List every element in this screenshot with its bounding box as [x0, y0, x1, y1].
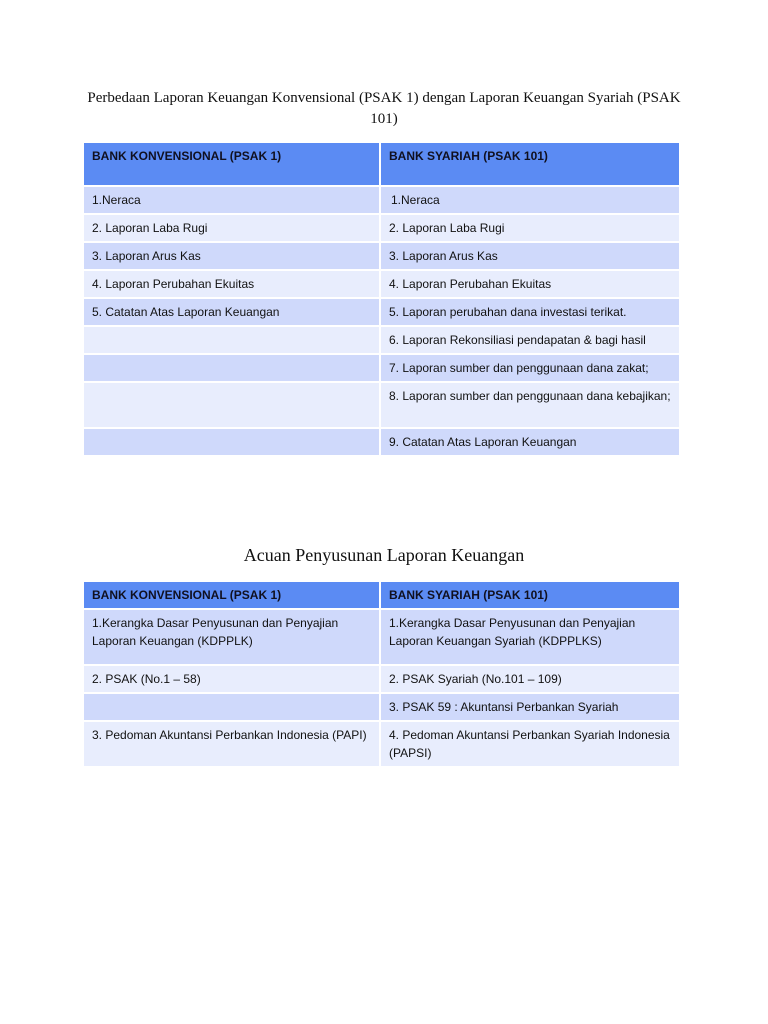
- table-row: [84, 610, 679, 664]
- table-row: [84, 429, 679, 455]
- table-cell-conventional: 3. Pedoman Akuntansi Perbankan Indonesia (PAPI): [84, 722, 379, 766]
- comparison-title: Perbedaan Laporan Keuangan Konvensional (PSAK 1) dengan Laporan Keuangan Syariah (PSAK 101): [87, 90, 681, 127]
- column-header-conventional: BANK KONVENSIONAL (PSAK 1): [84, 143, 379, 185]
- financial-report-comparison-table: [82, 141, 681, 457]
- table-row: [84, 271, 679, 297]
- table-cell-sharia: 1.Neraca: [381, 187, 679, 213]
- table-row: [84, 187, 679, 213]
- table-cell-sharia: 3. PSAK 59 : Akuntansi Perbankan Syariah: [381, 694, 679, 720]
- table-cell-sharia: 6. Laporan Rekonsiliasi pendapatan & bagi hasil: [381, 327, 679, 353]
- table-cell-conventional: 3. Laporan Arus Kas: [84, 243, 379, 269]
- table-cell-sharia: 5. Laporan perubahan dana investasi terikat.: [381, 299, 679, 325]
- table-cell-conventional: [84, 355, 379, 381]
- column-header-sharia: BANK SYARIAH (PSAK 101): [381, 582, 679, 608]
- table-cell-sharia: 9. Catatan Atas Laporan Keuangan: [381, 429, 679, 455]
- table-cell-conventional: 2. PSAK (No.1 – 58): [84, 666, 379, 692]
- table-cell-sharia: 2. PSAK Syariah (No.101 – 109): [381, 666, 679, 692]
- reporting-reference-table: [82, 580, 681, 768]
- table-row: [84, 243, 679, 269]
- table-cell-conventional: [84, 694, 379, 720]
- table-cell-sharia: 1.Kerangka Dasar Penyusunan dan Penyajian Laporan Keuangan Syariah (KDPPLKS): [381, 610, 679, 664]
- table-header-row: [84, 582, 679, 608]
- table-cell-sharia: 7. Laporan sumber dan penggunaan dana zakat;: [381, 355, 679, 381]
- table-cell-conventional: 1.Neraca: [84, 187, 379, 213]
- column-header-sharia: BANK SYARIAH (PSAK 101): [381, 143, 679, 185]
- table-cell-conventional: 1.Kerangka Dasar Penyusunan dan Penyajian Laporan Keuangan (KDPPLK): [84, 610, 379, 664]
- column-header-conventional: BANK KONVENSIONAL (PSAK 1): [84, 582, 379, 608]
- table-cell-conventional: 5. Catatan Atas Laporan Keuangan: [84, 299, 379, 325]
- table-cell-conventional: [84, 383, 379, 427]
- table-row: [84, 215, 679, 241]
- table-cell-conventional: [84, 429, 379, 455]
- table-cell-conventional: [84, 327, 379, 353]
- table-cell-sharia: 8. Laporan sumber dan penggunaan dana kebajikan;: [381, 383, 679, 427]
- reference-title: Acuan Penyusunan Laporan Keuangan: [243, 545, 525, 565]
- table-header-row: [84, 143, 679, 185]
- table-cell-sharia: 4. Pedoman Akuntansi Perbankan Syariah Indonesia (PAPSI): [381, 722, 679, 766]
- table-cell-sharia: 3. Laporan Arus Kas: [381, 243, 679, 269]
- table-row: [84, 694, 679, 720]
- table-row: [84, 299, 679, 325]
- table-row: [84, 722, 679, 766]
- table-cell-conventional: 4. Laporan Perubahan Ekuitas: [84, 271, 379, 297]
- table-row: [84, 666, 679, 692]
- table-cell-conventional: 2. Laporan Laba Rugi: [84, 215, 379, 241]
- table-row: [84, 383, 679, 427]
- table-row: [84, 327, 679, 353]
- table-cell-sharia: 4. Laporan Perubahan Ekuitas: [381, 271, 679, 297]
- table-row: [84, 355, 679, 381]
- table-cell-sharia: 2. Laporan Laba Rugi: [381, 215, 679, 241]
